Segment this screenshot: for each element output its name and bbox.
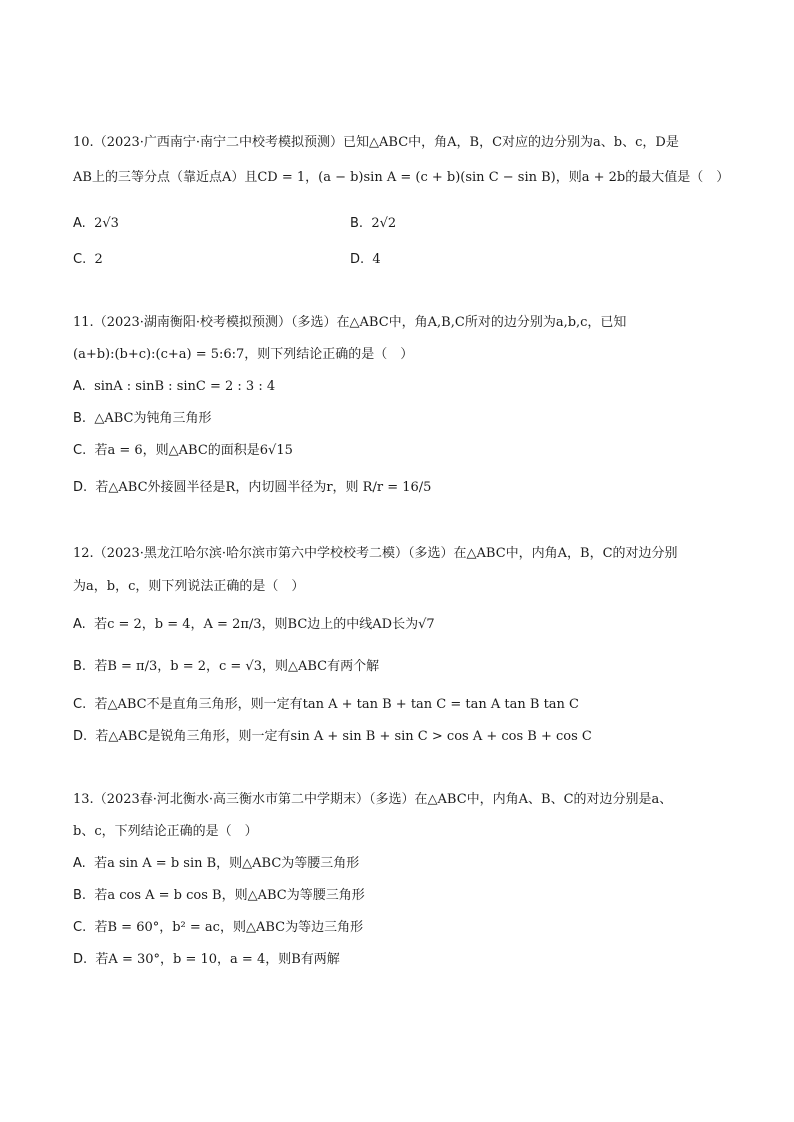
question-10-stem-line-1: 10.（2023·广西南宁·南宁二中校考模拟预测）已知△ABC中，角A，B，C对应的边分别为a、b、c，D是 bbox=[73, 135, 679, 150]
question-12-option-b: B. 若B = π/3，b = 2，c = √3，则△ABC有两个解 bbox=[73, 659, 380, 674]
question-11-stem-line-1: 11.（2023·湖南衡阳·校考模拟预测）（多选）在△ABC中，角A,B,C所对的边分别为a,b,c，已知 bbox=[73, 315, 627, 330]
question-10-option-b: B. 2√2 bbox=[350, 216, 397, 231]
question-11-number: 11. bbox=[73, 315, 94, 330]
question-13-option-c: C. 若B = 60°，b² = ac，则△ABC为等边三角形 bbox=[73, 920, 364, 935]
question-12-number: 12. bbox=[73, 546, 94, 561]
question-12-stem-line-2: 为a，b，c，则下列说法正确的是（ ） bbox=[73, 579, 305, 594]
question-11-stem-line-2: (a+b):(b+c):(c+a) = 5:6:7，则下列结论正确的是（ ） bbox=[73, 347, 414, 362]
question-12-option-c: C. 若△ABC不是直角三角形，则一定有tan A + tan B + tan C = tan A tan B tan C bbox=[73, 697, 580, 712]
question-10-option-a: A. 2√3 bbox=[73, 216, 119, 231]
question-13-number: 13. bbox=[73, 792, 94, 807]
question-12-stem-line-1: 12.（2023·黑龙江哈尔滨·哈尔滨市第六中学校校考二模）（多选）在△ABC中，内角A，B，C的对边分别 bbox=[73, 546, 678, 561]
question-10-number: 10. bbox=[73, 135, 94, 150]
question-11-option-d: D. 若△ABC外接圆半径是R，内切圆半径为r，则 R/r = 16/5 bbox=[73, 480, 432, 495]
question-12-option-a: A. 若c = 2，b = 4，A = 2π/3，则BC边上的中线AD长为√7 bbox=[73, 617, 435, 632]
question-10-option-c: C. 2 bbox=[73, 252, 103, 267]
question-10-stem-line-2: AB上的三等分点（靠近点A）且CD = 1，(a − b)sin A = (c + b)(sin C − sin B)，则a + 2b的最大值是（ ） bbox=[73, 170, 730, 185]
question-13-option-d: D. 若A = 30°，b = 10，a = 4，则B有两解 bbox=[73, 952, 340, 967]
question-11-option-b: B. △ABC为钝角三角形 bbox=[73, 411, 212, 426]
question-13-option-b: B. 若a cos A = b cos B，则△ABC为等腰三角形 bbox=[73, 888, 365, 903]
question-13-option-a: A. 若a sin A = b sin B，则△ABC为等腰三角形 bbox=[73, 856, 360, 871]
question-12-option-d: D. 若△ABC是锐角三角形，则一定有sin A + sin B + sin C > cos A + cos B + cos C bbox=[73, 729, 592, 744]
question-10-option-d: D. 4 bbox=[350, 252, 381, 267]
question-13-stem-line-1: 13.（2023春·河北衡水·高三衡水市第二中学期末）（多选）在△ABC中，内角A、B、C的对边分别是a、 bbox=[73, 792, 673, 807]
question-11-option-c: C. 若a = 6，则△ABC的面积是6√15 bbox=[73, 443, 293, 458]
question-11-option-a: A. sinA : sinB : sinC = 2 : 3 : 4 bbox=[73, 379, 276, 394]
question-13-stem-line-2: b、c，下列结论正确的是（ ） bbox=[73, 824, 258, 839]
